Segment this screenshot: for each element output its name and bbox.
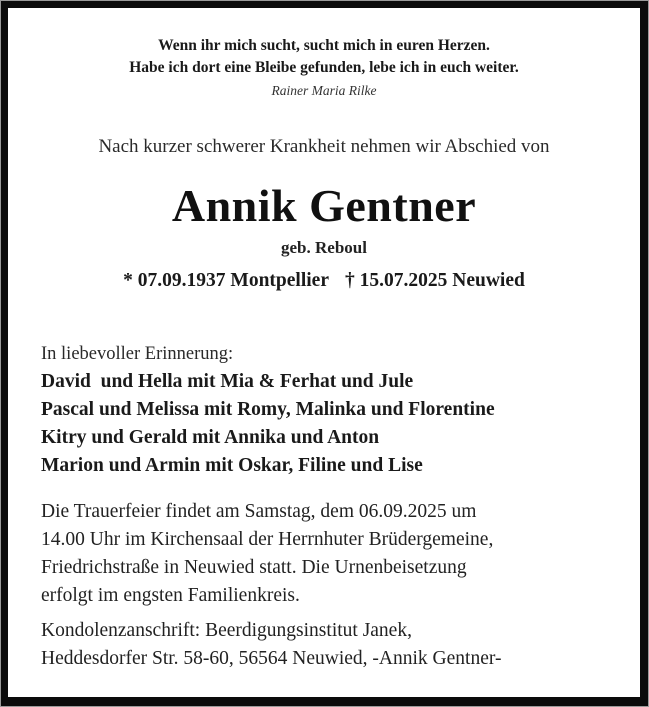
quote-line-1: Wenn ihr mich sucht, sucht mich in euren Herzen.: [158, 37, 490, 54]
obituary-notice-frame: [1, 1, 648, 706]
family-line: David und Hella mit Mia & Ferhat und Jule: [41, 371, 414, 392]
ceremony-line: erfolgt im engsten Familienkreis.: [41, 585, 300, 606]
birth-date: * 07.09.1937 Montpellier: [123, 270, 329, 291]
condolence-line: Heddesdorfer Str. 58-60, 56564 Neuwied, -Annik Gentner-: [41, 648, 502, 669]
condolence-line: Kondolenzanschrift: Beerdigungsinstitut Janek,: [41, 620, 412, 641]
family-line: Pascal und Melissa mit Romy, Malinka und Florentine: [41, 399, 495, 420]
ceremony-line: 14.00 Uhr im Kirchensaal der Herrnhuter Brüdergemeine,: [41, 529, 494, 550]
life-dates: [8, 270, 640, 292]
intro-text: Nach kurzer schwerer Krankheit nehmen wir Abschied von: [98, 136, 550, 157]
memory-label: In liebevoller Erinnerung:: [41, 344, 234, 364]
quote-line-2: Habe ich dort eine Bleibe gefunden, lebe ich in euch weiter.: [129, 59, 519, 76]
family-line: Kitry und Gerald mit Annika und Anton: [41, 427, 380, 448]
maiden-name: geb. Reboul: [281, 238, 367, 257]
ceremony-line: Friedrichstraße in Neuwied statt. Die Urnenbeisetzung: [41, 557, 467, 578]
quote-author: Rainer Maria Rilke: [271, 83, 377, 98]
ceremony-line: Die Trauerfeier findet am Samstag, dem 06.09.2025 um: [41, 501, 477, 522]
family-line: Marion und Armin mit Oskar, Filine und Lise: [41, 455, 423, 476]
death-date: † 15.07.2025 Neuwied: [344, 270, 525, 291]
deceased-name: Annik Gentner: [171, 180, 477, 231]
